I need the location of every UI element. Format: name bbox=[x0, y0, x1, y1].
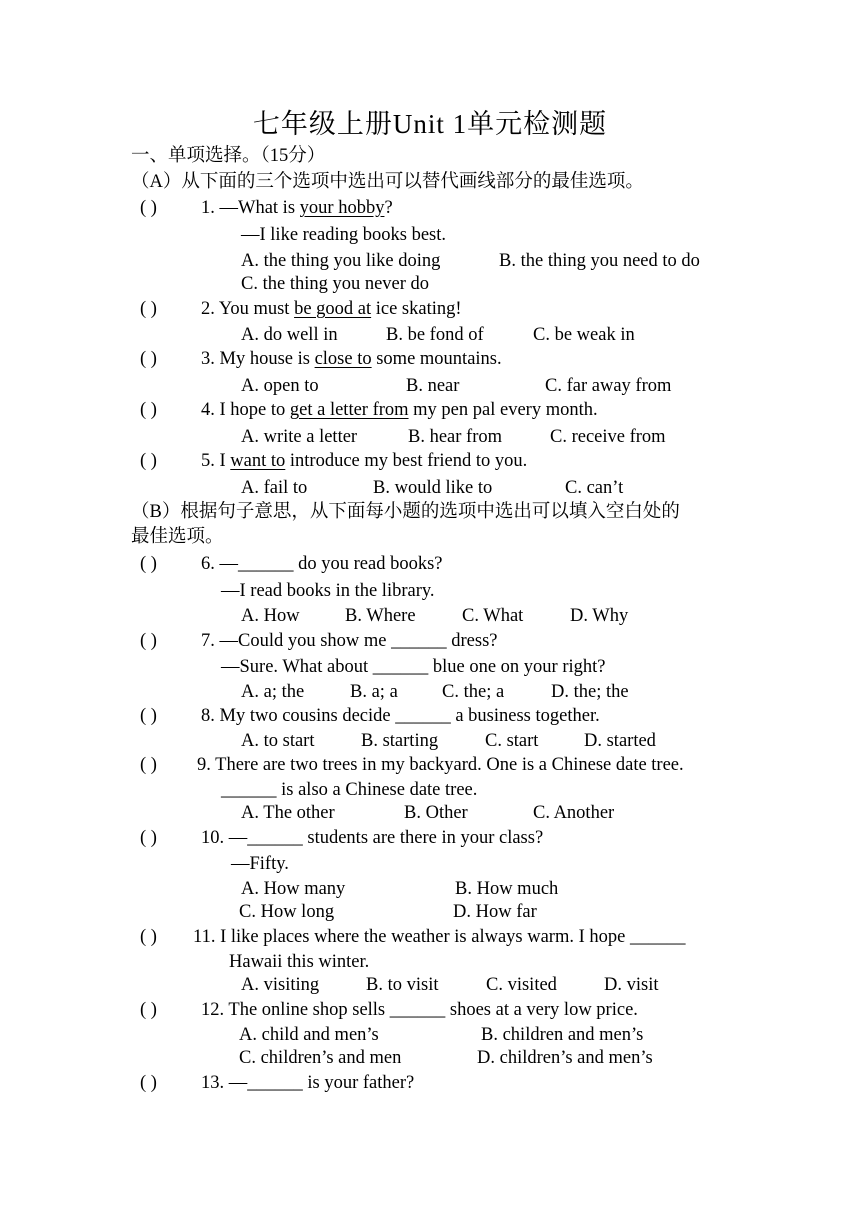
option: C. children’s and men bbox=[239, 1048, 402, 1068]
option: A. write a letter bbox=[241, 427, 358, 447]
option: A. do well in bbox=[241, 325, 338, 345]
option: A. How bbox=[241, 606, 300, 626]
option: C. visited bbox=[486, 975, 557, 995]
question-10: 10. —______ students are there in your class? bbox=[201, 828, 544, 848]
option: B. near bbox=[406, 376, 460, 396]
option: A. to start bbox=[241, 731, 315, 751]
answer-blank: ( ) bbox=[140, 400, 157, 420]
part-b-instruction: （B）根据句子意思，从下面每小题的选项中选出可以填入空白处的 bbox=[131, 502, 680, 522]
question-1-reply: —I like reading books best. bbox=[241, 225, 446, 245]
question-13: 13. —______ is your father? bbox=[201, 1073, 415, 1093]
answer-blank: ( ) bbox=[140, 755, 157, 775]
answer-blank: ( ) bbox=[140, 198, 157, 218]
option: B. to visit bbox=[366, 975, 439, 995]
option: D. Why bbox=[570, 606, 629, 626]
option: A. child and men’s bbox=[239, 1025, 379, 1045]
question-7: 7. —Could you show me ______ dress? bbox=[201, 631, 498, 651]
answer-blank: ( ) bbox=[140, 554, 157, 574]
question-8: 8. My two cousins decide ______ a business together. bbox=[201, 706, 600, 726]
option: C. the; a bbox=[442, 682, 505, 702]
option: B. the thing you need to do bbox=[499, 251, 700, 271]
question-6: 6. —______ do you read books? bbox=[201, 554, 443, 574]
question-11: 11. I like places where the weather is always warm. I hope ______ bbox=[193, 927, 686, 947]
answer-blank: ( ) bbox=[140, 299, 157, 319]
option: B. be fond of bbox=[386, 325, 484, 345]
option: A. The other bbox=[241, 803, 335, 823]
page-title: 七年级上册Unit 1单元检测题 bbox=[252, 109, 608, 139]
option: D. How far bbox=[453, 902, 537, 922]
option: B. a; a bbox=[350, 682, 398, 702]
option: D. children’s and men’s bbox=[477, 1048, 653, 1068]
option: C. the thing you never do bbox=[241, 274, 430, 294]
option: C. What bbox=[462, 606, 524, 626]
option: C. How long bbox=[239, 902, 335, 922]
answer-blank: ( ) bbox=[140, 1000, 157, 1020]
section-heading: 一、单项选择。（15分） bbox=[131, 146, 326, 166]
question-9-cont: ______ is also a Chinese date tree. bbox=[221, 780, 478, 800]
option: C. be weak in bbox=[533, 325, 635, 345]
option: B. starting bbox=[361, 731, 439, 751]
part-a-instruction: （A）从下面的三个选项中选出可以替代画线部分的最佳选项。 bbox=[131, 172, 644, 192]
option: A. visiting bbox=[241, 975, 320, 995]
answer-blank: ( ) bbox=[140, 927, 157, 947]
option: B. hear from bbox=[408, 427, 503, 447]
answer-blank: ( ) bbox=[140, 349, 157, 369]
answer-blank: ( ) bbox=[140, 1073, 157, 1093]
option: B. children and men’s bbox=[481, 1025, 644, 1045]
question-12: 12. The online shop sells ______ shoes at a very low price. bbox=[201, 1000, 638, 1020]
option: C. receive from bbox=[550, 427, 666, 447]
option: A. a; the bbox=[241, 682, 305, 702]
option: A. How many bbox=[241, 879, 346, 899]
option: B. Where bbox=[345, 606, 416, 626]
answer-blank: ( ) bbox=[140, 828, 157, 848]
option: D. visit bbox=[604, 975, 659, 995]
option: C. far away from bbox=[545, 376, 672, 396]
option: B. would like to bbox=[373, 478, 493, 498]
option: A. the thing you like doing bbox=[241, 251, 441, 271]
option: C. can’t bbox=[565, 478, 624, 498]
question-4: 4. I hope to get a letter from my pen pal every month. bbox=[201, 400, 598, 420]
question-3: 3. My house is close to some mountains. bbox=[201, 349, 502, 369]
option: C. Another bbox=[533, 803, 615, 823]
question-7-reply: —Sure. What about ______ blue one on your right? bbox=[221, 657, 606, 677]
option: B. How much bbox=[455, 879, 559, 899]
question-2: 2. You must be good at ice skating! bbox=[201, 299, 462, 319]
option: A. open to bbox=[241, 376, 319, 396]
question-9: 9. There are two trees in my backyard. One is a Chinese date tree. bbox=[197, 755, 684, 775]
question-10-reply: —Fifty. bbox=[231, 854, 289, 874]
answer-blank: ( ) bbox=[140, 631, 157, 651]
option: B. Other bbox=[404, 803, 468, 823]
question-6-reply: —I read books in the library. bbox=[221, 581, 435, 601]
option: D. the; the bbox=[551, 682, 629, 702]
part-b-instruction-cont: 最佳选项。 bbox=[131, 527, 224, 547]
question-5: 5. I want to introduce my best friend to you. bbox=[201, 451, 528, 471]
option: C. start bbox=[485, 731, 539, 751]
question-1: 1. —What is your hobby? bbox=[201, 198, 393, 218]
question-11-cont: Hawaii this winter. bbox=[229, 952, 370, 972]
option: A. fail to bbox=[241, 478, 308, 498]
option: D. started bbox=[584, 731, 656, 751]
answer-blank: ( ) bbox=[140, 706, 157, 726]
answer-blank: ( ) bbox=[140, 451, 157, 471]
